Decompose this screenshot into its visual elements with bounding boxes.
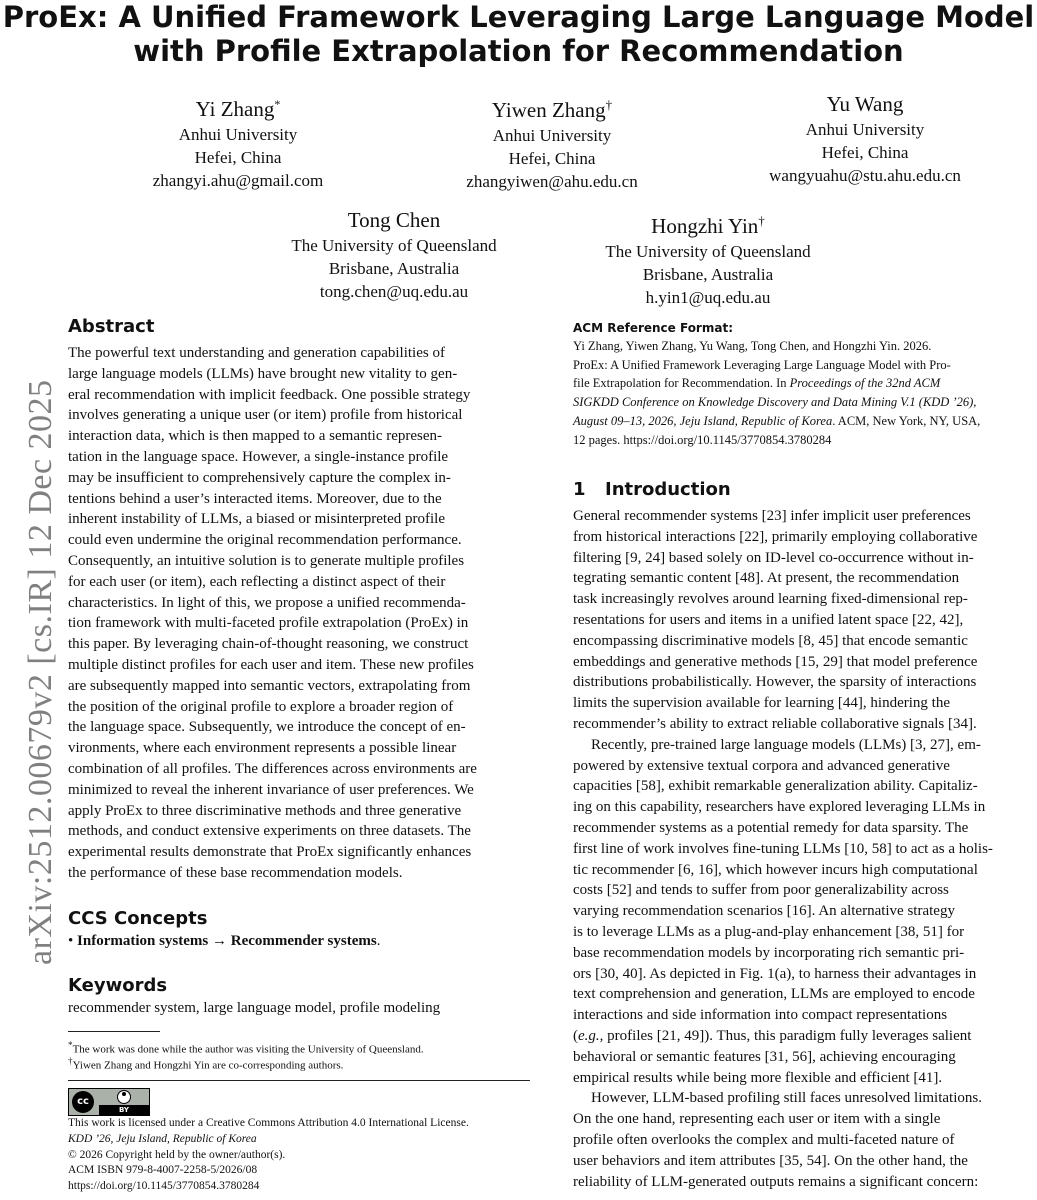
abstract-body — [68, 343, 536, 884]
abstract-line: The powerful text understanding and generation capabilities of — [68, 345, 445, 361]
abstract-line: the performance of these base recommendation models. — [68, 864, 403, 881]
author-email: wangyuahu@stu.ahu.edu.cn — [769, 166, 961, 185]
cc-by-badge[interactable] — [68, 1088, 150, 1116]
license-block — [68, 1116, 469, 1195]
author-block-3 — [695, 91, 1035, 187]
acm-ref-line: SIGKDD Conference on Knowledge Discovery and Data Mining V.1 (KDD ’26), — [573, 395, 977, 410]
abstract-line: could even undermine the original recommendation performance. — [68, 532, 462, 549]
intro-line: costs [52] and tends to suffer from poor generalizability across — [573, 882, 949, 899]
abstract-line: for each user (or item), each reflecting a distinct aspect of their — [68, 573, 446, 590]
intro-line: limits the supervision available for learning [44], hindering the — [573, 695, 950, 712]
intro-line: resentations for users and items in a unified latent space [22, 42], — [573, 611, 964, 628]
acm-ref-body — [573, 337, 1037, 449]
intro-line: ing on this capability, researchers have explored leveraging LLMs in — [573, 799, 986, 816]
intro-line: interactions and side information into compact representations — [573, 1007, 948, 1024]
ccs-bullet: • — [68, 933, 74, 949]
section-number: 1 — [573, 479, 586, 500]
acm-ref-line: Yi Zhang, Yiwen Zhang, Yu Wang, Tong Chen, and Hongzhi Yin. 2026. — [573, 339, 932, 353]
abstract-line: methods, and conduct extensive experiments on three datasets. The — [68, 823, 471, 840]
intro-line: text comprehension and generation, LLMs are employed to encode — [573, 986, 975, 1003]
intro-line: distributions probabilistically. However, the sparsity of interactions — [573, 674, 977, 691]
intro-line: base recommendation models by incorporating rich semantic pri- — [573, 944, 965, 961]
author-email: h.yin1@uq.edu.au — [645, 288, 771, 307]
intro-line: profile often overlooks the complex and multi-faceted nature of — [573, 1131, 955, 1148]
intro-line: task increasingly revolves around learning fixed-dimensional rep- — [573, 591, 968, 608]
intro-line: General recommender systems [23] infer implicit user preferences — [573, 508, 971, 524]
ccs-item: Information systems — [77, 933, 209, 949]
copyright-line: © 2026 Copyright held by the owner/author(s). — [68, 1148, 286, 1161]
doi-link[interactable]: https://doi.org/10.1145/3770854.3780284 — [68, 1180, 260, 1193]
section-title: Introduction — [605, 479, 731, 500]
intro-text: , profiles [21, 49]). Thus, this paradigm fully leverages salient — [599, 1027, 972, 1044]
by-label: BY — [99, 1105, 149, 1115]
author-location: Hefei, China — [194, 148, 282, 167]
venue-line: KDD ’26, Jeju Island, Republic of Korea — [68, 1132, 257, 1145]
intro-line: empirical results while being more flexible and efficient [41]. — [573, 1069, 943, 1086]
ccs-sub: Recommender systems — [230, 933, 377, 949]
footnote-rule — [68, 1031, 160, 1032]
author-location: Brisbane, Australia — [642, 265, 774, 284]
author-block-2 — [382, 91, 722, 193]
abstract-line: may be insufficient to comprehensively capture the complex in- — [68, 469, 451, 486]
ccs-arrow: → — [212, 933, 228, 949]
abstract-line: large language models (LLMs) have brought new vitality to gen- — [68, 365, 458, 382]
author-name: Yi Zhang — [195, 97, 275, 121]
author-affiliation: Anhui University — [805, 120, 925, 139]
author-location: Hefei, China — [821, 143, 909, 162]
title-line-2: with Profile Extrapolation for Recommendation — [133, 34, 904, 68]
abstract-section — [68, 316, 536, 884]
author-affiliation: The University of Queensland — [291, 236, 497, 255]
intro-line: from historical interactions [22], primarily employing collaborative — [573, 528, 978, 545]
abstract-line: inherent instability of LLMs, a biased or misinterpreted profile — [68, 511, 445, 528]
abstract-line: involves generating a unique user (or item) profile from historical — [68, 407, 463, 424]
acm-ref-doi[interactable]: 12 pages. https://doi.org/10.1145/3770854.3780284 — [573, 432, 832, 447]
author-affiliation: The University of Queensland — [605, 242, 811, 261]
intro-line: capacities [58], exhibit remarkable generalization ability. Capitaliz- — [573, 778, 978, 795]
abstract-line: tion framework with multi-faceted profile extrapolation (ProEx) in — [68, 615, 469, 632]
intro-line: behavioral or semantic features [31, 56], achieving encouraging — [573, 1048, 956, 1065]
abstract-line: Consequently, an intuitive solution is to generate multiple profiles — [68, 552, 465, 569]
isbn-line: ACM ISBN 979-8-4007-2258-5/2026/08 — [68, 1164, 258, 1177]
abstract-line: minimized to reveal the inherent invariance of user preferences. We — [68, 781, 474, 798]
acm-ref-heading: ACM Reference Format: — [573, 321, 733, 335]
abstract-line: the position of the original profile to explore a broader region of — [68, 698, 454, 715]
intro-line: recommender systems as a potential remedy for data sparsity. The — [573, 819, 969, 836]
intro-line: powered by extensive textual corpora and advanced generative — [573, 757, 950, 774]
intro-line: tic recommender [6, 16], which however incurs high computational — [573, 861, 978, 878]
acm-ref-line: file Extrapolation for Recommendation. In — [573, 376, 790, 391]
intro-line: embeddings and generative methods [15, 29] that model preference — [573, 653, 978, 670]
introduction-section — [573, 479, 1037, 1192]
footnote-mark: † — [68, 1056, 73, 1066]
author-mark: † — [758, 213, 765, 228]
intro-line: ors [30, 40]. As depicted in Fig. 1(a), to harness their advantages in — [573, 965, 977, 982]
intro-line: filtering [9, 24] based solely on ID-level co-occurrence without in- — [573, 549, 974, 566]
abstract-line: tentions behind a user’s interacted items. Moreover, due to the — [68, 490, 442, 507]
license-line: This work is licensed under a Creative Commons Attribution 4.0 International License. — [68, 1117, 469, 1129]
author-location: Hefei, China — [508, 149, 596, 168]
acm-ref-dates: August 09–13, 2026, Jeju Island, Republic of Korea — [573, 413, 833, 428]
intro-line: user behaviors and item attributes [35, 54]. On the other hand, the — [573, 1152, 968, 1169]
abstract-line: eral recommendation with implicit feedback. One possible strategy — [68, 386, 471, 403]
keywords-heading: Keywords — [68, 975, 168, 996]
intro-line: is to leverage LLMs as a plug-and-play enhancement [38, 51] for — [573, 923, 965, 940]
author-block-4 — [224, 207, 564, 303]
footnote-2 — [68, 1054, 343, 1074]
ccs-section — [68, 908, 536, 950]
abstract-line: tation in the language space. However, a single-instance profile — [68, 448, 449, 465]
author-email: zhangyiwen@ahu.edu.cn — [466, 172, 638, 191]
intro-heading — [573, 479, 1037, 500]
intro-line: Recently, pre-trained large language models (LLMs) [3, 27], em- — [591, 736, 981, 753]
acm-ref-line: . ACM, New York, NY, USA, — [832, 413, 981, 428]
abstract-line: combination of all profiles. The differences across environments are — [68, 760, 477, 777]
license-rule — [68, 1080, 530, 1081]
author-name: Tong Chen — [347, 208, 441, 232]
abstract-line: the language space. Subsequently, we introduce the concept of en- — [68, 719, 466, 736]
intro-text: ( — [573, 1027, 578, 1044]
intro-line: first line of work involves fine-tuning LLMs [10, 58] to act as a holis- — [573, 840, 993, 857]
arxiv-stamp: arXiv:2512.00679v2 [cs.IR] 12 Dec 2025 — [22, 379, 59, 965]
intro-line: encompassing discriminative models [8, 45] that encode semantic — [573, 632, 968, 649]
abstract-line: apply ProEx to three discriminative methods and three generative — [68, 802, 462, 819]
intro-line: On the one hand, representing each user or item with a single — [573, 1111, 941, 1128]
author-block-1 — [68, 91, 408, 192]
cc-icon: cc — [72, 1091, 94, 1113]
intro-eg: e.g. — [578, 1027, 600, 1044]
keywords-text: recommender system, large language model, profile modeling — [68, 1000, 441, 1016]
author-email: zhangyi.ahu@gmail.com — [152, 171, 324, 190]
abstract-line: are subsequently mapped into semantic vectors, extrapolating from — [68, 677, 471, 694]
person-icon — [117, 1090, 131, 1104]
intro-line: reliability of LLM-generated outputs remains a significant concern: — [573, 1173, 979, 1190]
abstract-heading: Abstract — [68, 316, 155, 337]
ccs-concept — [68, 933, 536, 950]
author-location: Brisbane, Australia — [328, 259, 460, 278]
abstract-line: interaction data, which is then mapped to a semantic represen- — [68, 428, 443, 445]
abstract-line: experimental results demonstrate that ProEx significantly enhances — [68, 844, 472, 861]
intro-line: However, LLM-based profiling still faces unresolved limitations. — [591, 1090, 982, 1107]
abstract-line: this paper. By leveraging chain-of-thought reasoning, we construct — [68, 636, 469, 653]
abstract-line: characteristics. In light of this, we propose a unified recommenda- — [68, 594, 466, 611]
author-mark: † — [605, 97, 613, 112]
acm-ref-line: ProEx: A Unified Framework Leveraging Large Language Model with Pro- — [573, 357, 951, 372]
author-mark: * — [274, 97, 281, 111]
abstract-line: vironments, where each environment represents a possible linear — [68, 740, 457, 757]
keywords-section — [68, 975, 536, 1017]
intro-line: varying recommendation scenarios [16]. An alternative strategy — [573, 903, 955, 920]
footnote-text: Yiwen Zhang and Hongzhi Yin are co-corresponding authors. — [72, 1059, 344, 1072]
author-name: Yiwen Zhang — [491, 98, 606, 122]
title-line-1: ProEx: A Unified Framework Leveraging Large Language Model — [2, 0, 1035, 34]
abstract-line: multiple distinct profiles for each user and item. These new profiles — [68, 656, 474, 673]
intro-body — [573, 506, 1037, 1192]
author-name: Hongzhi Yin — [651, 214, 759, 238]
intro-line: recommender’s ability to extract reliable collaborative signals [34]. — [573, 715, 977, 732]
footnote-mark: * — [68, 1040, 73, 1050]
author-block-5 — [538, 207, 878, 309]
author-affiliation: Anhui University — [492, 126, 612, 145]
author-name: Yu Wang — [826, 92, 904, 116]
ccs-heading: CCS Concepts — [68, 908, 208, 929]
ccs-end: . — [376, 933, 381, 949]
intro-line: tegrating semantic content [48]. At present, the recommendation — [573, 570, 960, 587]
acm-reference — [573, 321, 1037, 449]
paper-title — [0, 0, 1037, 68]
footnote-text: The work was done while the author was visiting the University of Queensland. — [72, 1043, 424, 1056]
author-affiliation: Anhui University — [178, 125, 298, 144]
author-email: tong.chen@uq.edu.au — [319, 282, 469, 301]
acm-ref-proceedings: Proceedings of the 32nd ACM — [789, 376, 941, 391]
